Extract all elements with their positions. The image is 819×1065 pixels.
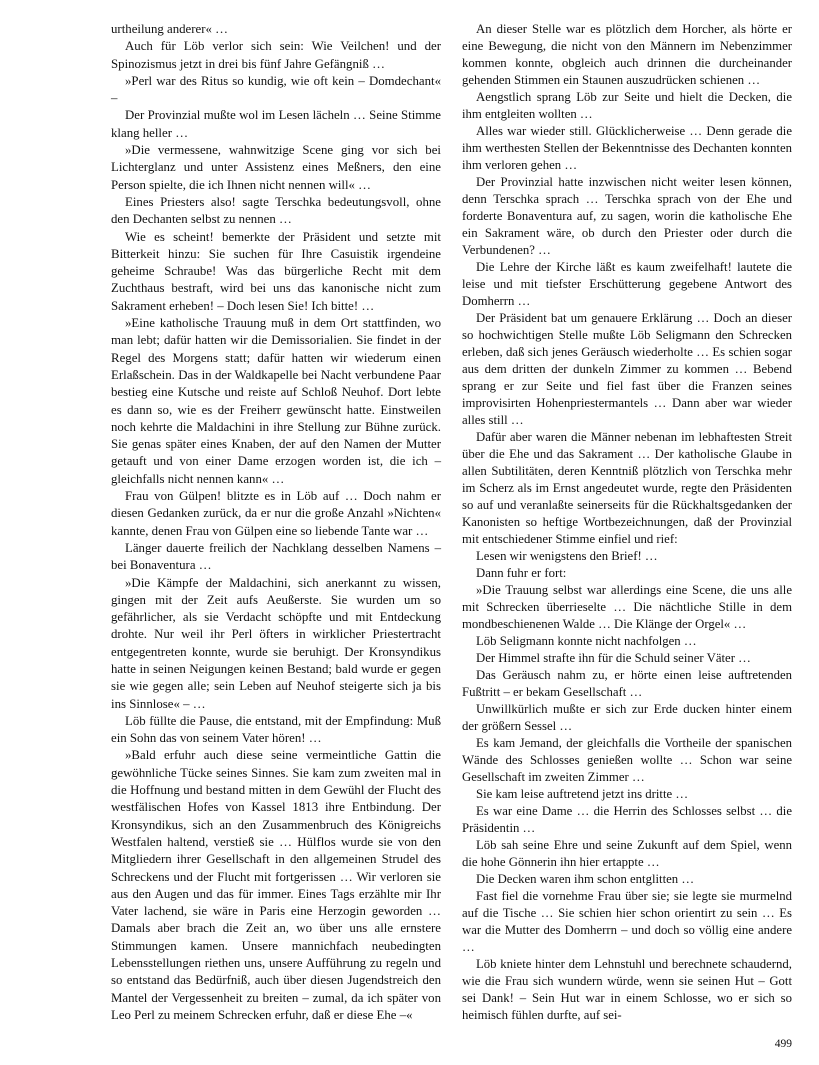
paragraph: »Die Kämpfe der Maldachini, sich anerkannt zu wissen, gingen mit der Zeit aufs Aeußerste. Sie wurden um so gefährlicher, als sie Verdacht schöpfte und mit Entdeckung drohte. Nur weil ihr Perl öfters in wirklicher Priestertracht entgegentreten konnte, wurde sie beruhigt. Der Kronsyndikus hatte in seinen Neigungen keinen Bestand; bald wurde er gegen sie wie gegen alle; sein Leben auf Neuhof steigerte sich ja bis ins Sinnlose« – … [111,575,441,711]
page-number: 499 [774,1038,792,1050]
paragraph: urtheilung anderer« … [111,22,228,36]
paragraph: Wie es scheint! bemerkte der Präsident und setzte mit Bitterkeit hinzu: Sie suchen für Ihre Casuistik irgendeine geheime Schraube! Was das bürgerliche Recht mit dem Zuchthaus bestraft, wird bei uns das kanonische nicht zum Sakrament erheben! – Doch lesen Sie! Ich bitte! … [111,229,441,313]
paragraph: Frau von Gülpen! blitzte es in Löb auf … Doch nahm er diesen Gedanken zurück, da er nur die große Anzahl »Nichten« kannte, denen Frau von Gülpen eine so liebende Tante war … [111,489,441,538]
paragraph: »Eine katholische Trauung muß in dem Ort stattfinden, wo man lebt; dafür hatten wir die Demissorialien. Sie findet in der Regel des Morgens statt; dafür hatten wir wiederum einen Erlaßschein. Das in der Waldkapelle bei Nacht verbundene Paar bestieg eine Kutsche und reiste auf Schloß Neuhof. Dort lebte es dann so, wie es der Freiherr gewünscht hatte. Einstweilen noch kehrte die Maldachini in ihre Stellung zur Bühne zurück. Sie genas später eines Knaben, der auf den Namen der Mutter getauft und von einer Dame erzogen worden ist, die ich – gleichfalls nicht nennen kann« … [111,316,441,486]
paragraph: Löb kniete hinter dem Lehnstuhl und berechnete schaudernd, wie die Frau sich wundern würde, wenn sie seinen Hut – Gott sei Dank! – Sein Hut war in einem Schlosse, wo er sich so heimisch fühlen durfte, auf sei- [462,957,792,1022]
paragraph: Lesen wir wenigstens den Brief! … [476,549,658,563]
paragraph: Der Provinzial hatte inzwischen nicht weiter lesen können, denn Terschka sprach … Terschka sprach von der Ehe und forderte Bonaventura auf, zu sagen, worin die katholische Ehe ein Sakrament wäre, ob durch den Priester oder durch die Verbundenen? … [462,175,792,257]
paragraph: »Die vermessene, wahnwitzige Scene ging vor sich bei Lichterglanz und unter Assistenz eines Meßners, den eine Person spielte, die ich Ihnen nicht nennen will« … [111,143,441,192]
paragraph: Das Geräusch nahm zu, er hörte einen leise auftretenden Fußtritt – er bekam Gesellschaft … [462,668,792,699]
paragraph: Fast fiel die vornehme Frau über sie; sie legte sie murmelnd auf die Tische … Sie schien hier schon orientirt zu sein … Es war die Mutter des Domherrn – und doch so völlig eine andere … [462,889,792,954]
paragraph: Dann fuhr er fort: [476,566,567,580]
paragraph: An dieser Stelle war es plötzlich dem Horcher, als hörte er eine Bewegung, die nicht von den Männern im Nebenzimmer kommen konnte, obgleich auch drinnen die durcheinander gehenden Stimmen ein Staunen auszudrücken schienen … [462,22,792,87]
paragraph: Der Provinzial mußte wol im Lesen lächeln … Seine Stimme klang heller … [111,108,441,140]
paragraph: Die Lehre der Kirche läßt es kaum zweifelhaft! lautete die leise und mit tiefster Erschütterung gegebene Antwort des Domherrn … [462,260,792,308]
paragraph: Alles war wieder still. Glücklicherweise … Denn gerade die ihm werthesten Stellen der Bekenntnisse des Dechanten konnten ihm verloren gehen … [462,124,792,172]
left-column [111,21,441,1024]
paragraph: Sie kam leise auftretend jetzt ins dritte … [476,787,689,801]
paragraph: Der Präsident bat um genauere Erklärung … Doch an dieser so hochwichtigen Stelle mußte Löb Seligmann den Schrecken erleben, daß sich jenes Geräusch wiederholte … Es schien sogar aus dem dritten der dunkeln Zimmer zu kommen … Bebend sprang er zur Seite und fiel fast über die Franzen seines improvisirten Hohenpriestermantels … Dann aber war wieder alles still … [462,311,792,427]
right-column [462,21,792,1024]
paragraph: Der Himmel strafte ihn für die Schuld seiner Väter … [476,651,751,665]
paragraph: Löb sah seine Ehre und seine Zukunft auf dem Spiel, wenn die hohe Gönnerin ihn hier ertappte … [462,838,792,869]
paragraph: »Die Trauung selbst war allerdings eine Scene, die uns alle mit Schrecken überrieselte … Die nächtliche Stille in dem mondbeschienenen Walde … Die Klänge der Orgel« … [462,583,792,631]
paragraph: Die Decken waren ihm schon entglitten … [476,872,695,886]
paragraph: Eines Priesters also! sagte Terschka bedeutungsvoll, ohne den Dechanten selbst zu nennen … [111,194,441,227]
paragraph: Es war eine Dame … die Herrin des Schlosses selbst … die Präsidentin … [462,804,792,835]
paragraph: »Perl war des Ritus so kundig, wie oft kein – Domdechant« – [111,73,441,106]
paragraph: Aengstlich sprang Löb zur Seite und hielt die Decken, die ihm entgleiten wollten … [462,90,792,121]
paragraph: »Bald erfuhr auch diese seine vermeintliche Gattin die gewöhnliche Tücke seines Sinnes. Sie kam zum zweiten mal in die Hoffnung und bestand mitten in dem Gewühl der Flucht des westfälischen Hofes von Kassel 1813 ihre Entbindung. Der Kronsyndikus, sich an den Zusammenbruch des Königreichs Westfalen haltend, verstieß sie … Hülflos wurde sie von den Mitgliedern ihrer Gesellschaft in den allgemeinen Strudel des Schreckens und der Flucht mit fortgerissen … Wir verloren sie aus den Augen und das für immer. Eines Tags erzählte mir Ihr Vater lachend, sie wäre in Paris eine Herzogin geworden … Damals aber brach die Zeit an, wo über uns alle ernstere Stimmungen kamen. Unsere mannichfach neubedingten Lebensstellungen riethen uns, unsere Aufführung zu regeln und so entstand das Bedürfniß, auch über diesen Jugendstreich den Mantel der Vergessenheit zu breiten – zumal, da ich später von Leo Perl zu meinem Schrecken erfuhr, daß er diese Ehe –« [111,748,441,1022]
paragraph: Unwillkürlich mußte er sich zur Erde ducken hinter einem der größern Sessel … [462,702,792,733]
paragraph: Länger dauerte freilich der Nachklang desselben Namens – bei Bonaventura … [111,540,441,573]
paragraph: Dafür aber waren die Männer nebenan im lebhaftesten Streit über die Ehe und das Sakrament … Der katholische Glaube in allen Subtilitäten, deren Kenntniß plötzlich von Terschka mehr im Scherz als im Ernst angedeutet wurde, regte den Präsidenten so auf und veranlaßte seinerseits für die Rückhaltsgedanken der Kanonisten so heftige Wortbezeichnungen, daß der Provinzial mit entschiedener Stimme einfiel und rief: [462,430,792,546]
paragraph: Auch für Löb verlor sich sein: Wie Veilchen! und der Spinozismus jetzt in drei bis fünf Jahre Gefängniß … [111,39,441,71]
paragraph: Löb Seligmann konnte nicht nachfolgen … [476,634,697,648]
paragraph: Löb füllte die Pause, die entstand, mit der Empfindung: Muß ein Sohn das von seinem Vater hören! … [111,713,441,746]
paragraph: Es kam Jemand, der gleichfalls die Vortheile der spanischen Wände des Schlosses genießen wollte … Schon war seine Gesellschaft im zweiten Zimmer … [462,736,792,784]
